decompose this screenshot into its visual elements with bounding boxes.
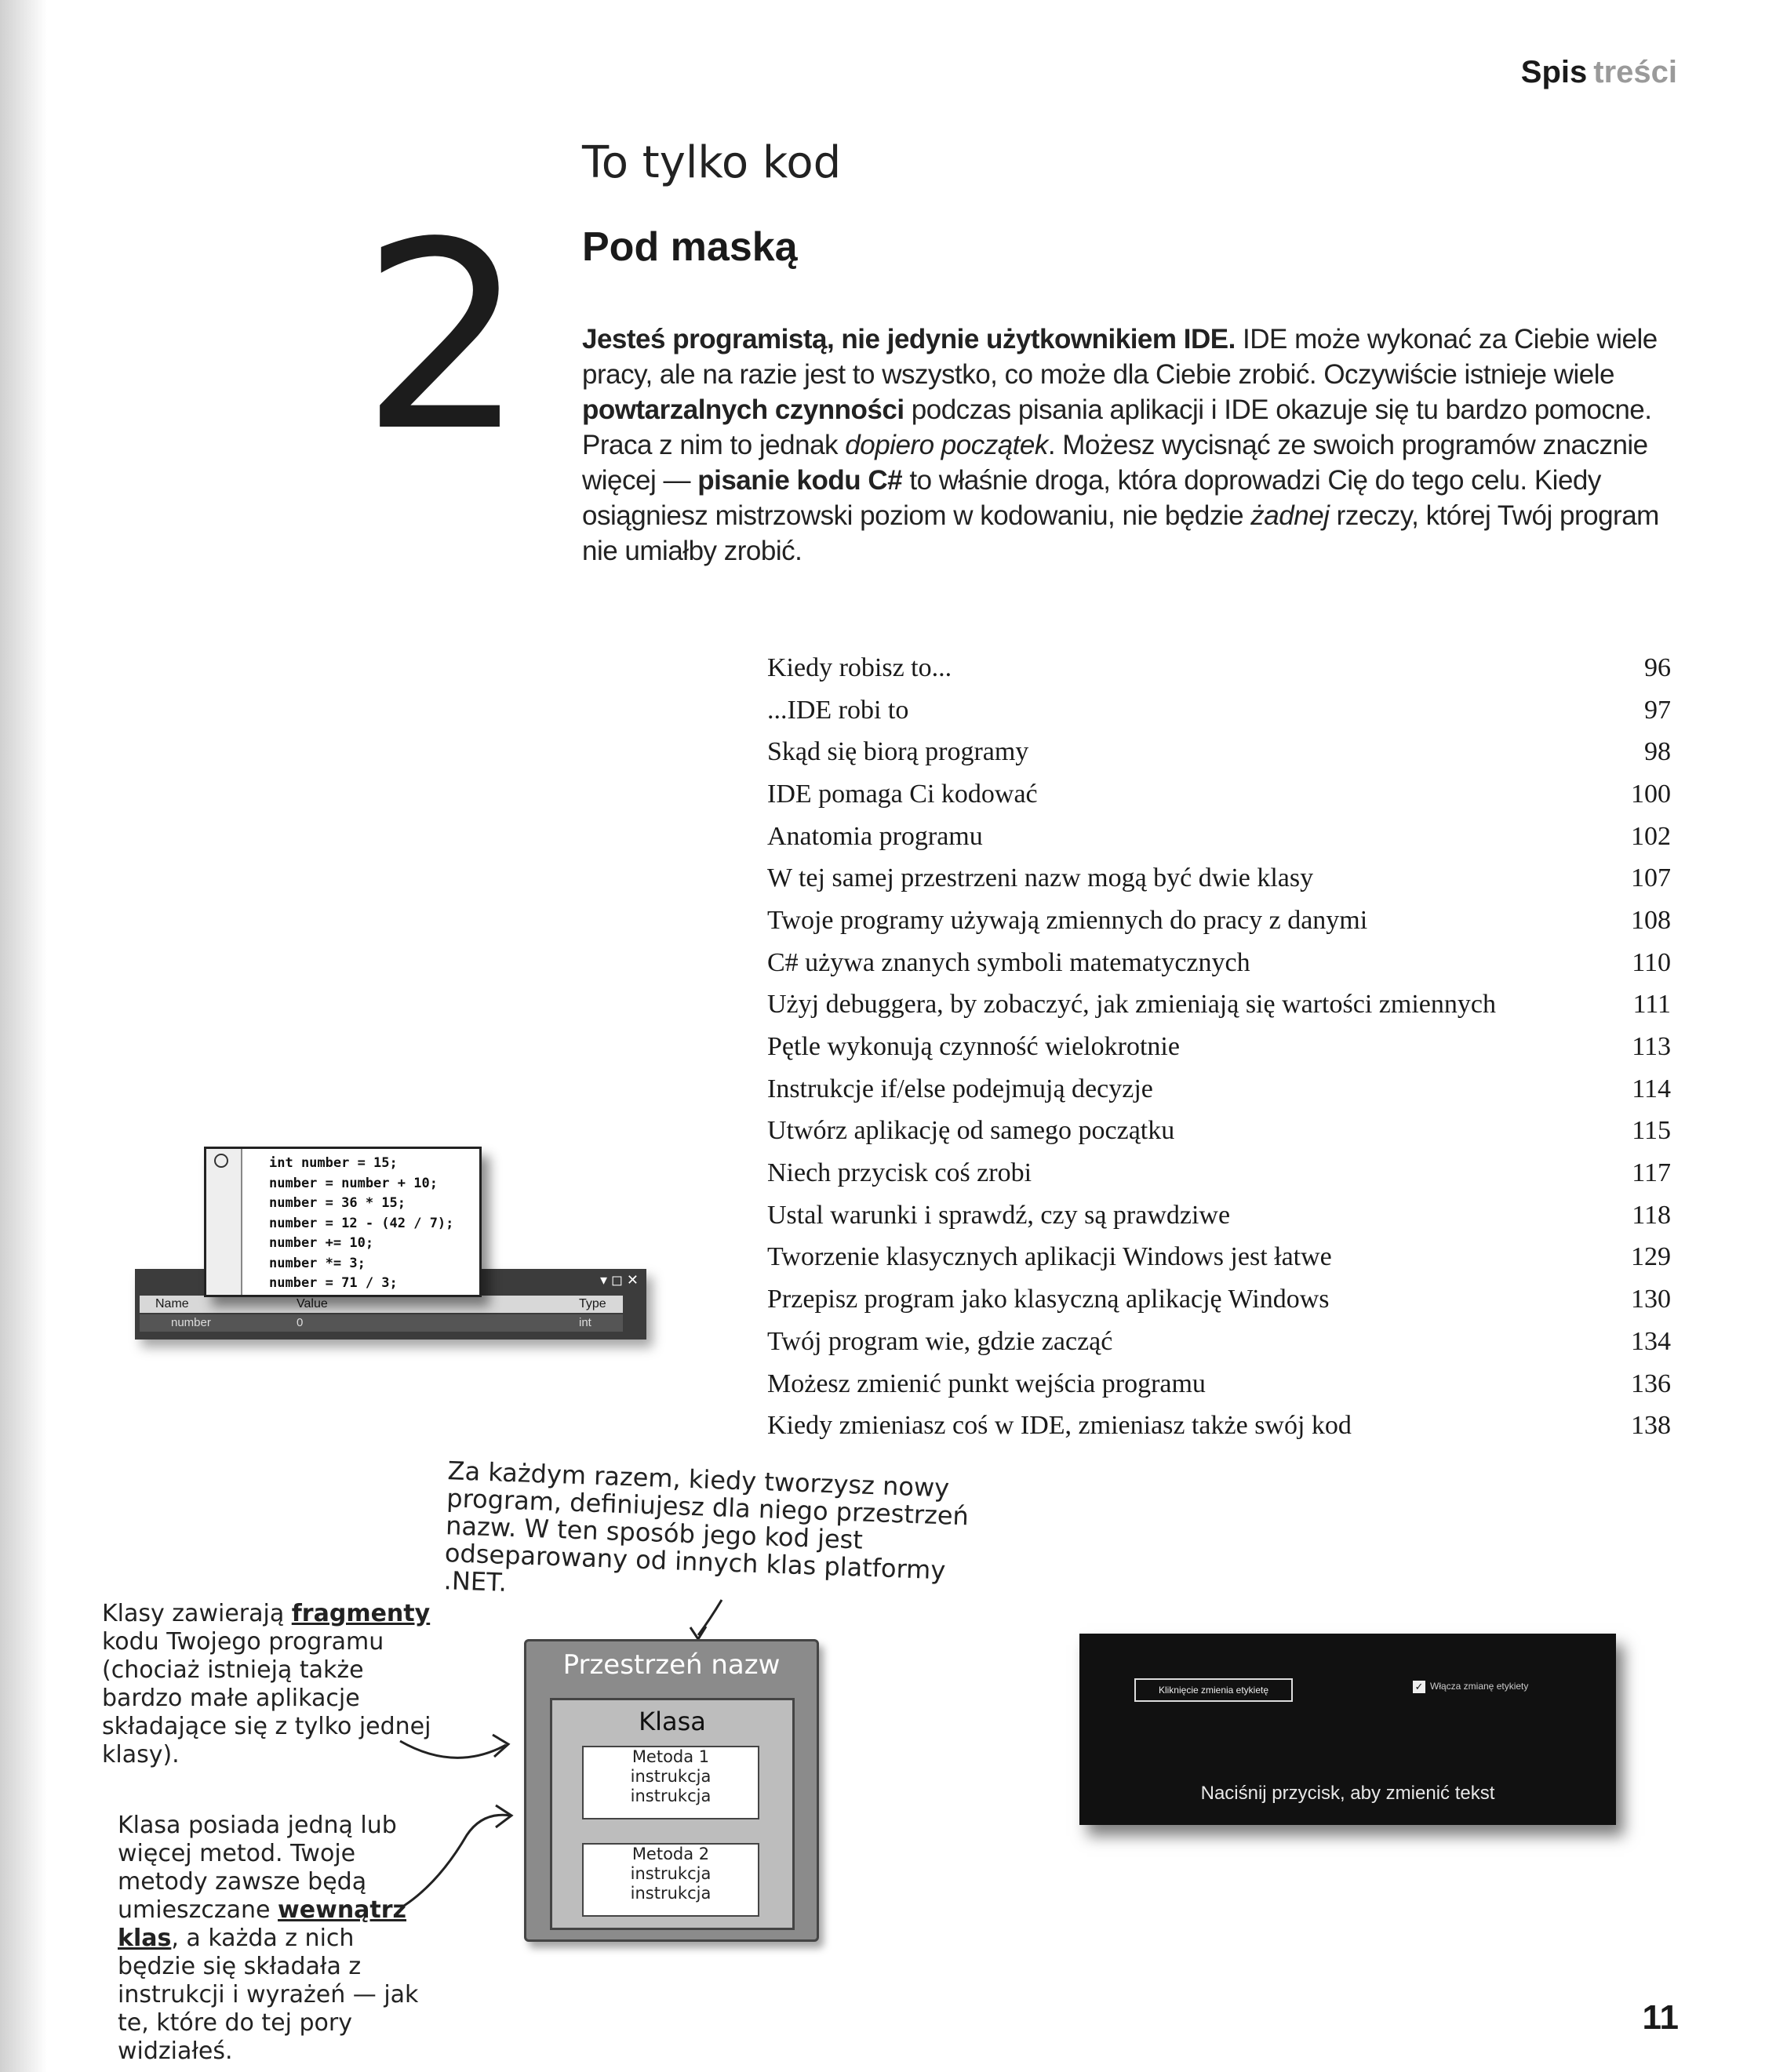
classes-note-emphasis: fragmenty <box>291 1600 431 1627</box>
checkmark-icon: ✓ <box>1413 1681 1425 1693</box>
toc-title: Utwórz aplikację od samego początku <box>767 1116 1175 1146</box>
toc-title: Twój program wie, gdzie zacząć <box>767 1326 1113 1356</box>
toc-title: Użyj debuggera, by zobaczyć, jak zmieniają się wartości zmiennych <box>767 990 1496 1020</box>
intro-bold-3: pisanie kodu C# <box>697 465 903 496</box>
class-label: Klasa <box>639 1707 706 1736</box>
methods-note-text-1: Klasa posiada jedną lub więcej metod. Twoje metody zawsze będą umieszczane <box>118 1812 397 1924</box>
methods-note-emphasis: wewnątrz klas <box>118 1896 407 1952</box>
classes-note-text-2: kodu Twojego programu (chociaż istnieją także bardzo małe aplikacje składające się z tylko jednej klasy). <box>102 1628 431 1768</box>
statement: instrukcja <box>630 1864 712 1883</box>
toc-page: 110 <box>1632 947 1671 977</box>
toc-page: 129 <box>1631 1242 1671 1272</box>
toc-title: Anatomia programu <box>767 821 983 851</box>
chapter-number: 2 <box>361 187 526 488</box>
toc-page: 130 <box>1631 1285 1671 1314</box>
toc-title: Kiedy robisz to... <box>767 652 952 682</box>
method-1-label: Metoda 1 <box>631 1747 710 1766</box>
toc-page: 97 <box>1644 695 1671 725</box>
toc-page: 108 <box>1631 905 1671 935</box>
intro-text-2: podczas pisania aplikacji i IDE okazuje się tu bardzo pomocne. Praca z nim to jednak <box>582 394 1652 460</box>
intro-bold-2: powtarzalnych czynności <box>582 394 904 425</box>
intro-text-5: rzeczy, której Twój program nie umiałby zrobić. <box>582 500 1659 566</box>
toc-title: C# używa znanych symboli matematycznych <box>767 947 1250 977</box>
statement: instrukcja <box>630 1884 712 1903</box>
toc-title: Przepisz program jako klasyczną aplikację Windows <box>767 1285 1330 1314</box>
app-window-screenshot <box>1079 1634 1616 1825</box>
method-2-label: Metoda 2 <box>631 1845 710 1863</box>
watch-window-controls[interactable]: ▾ ◻ ✕ <box>599 1272 639 1288</box>
classes-arrowhead <box>493 1735 508 1757</box>
toc-title: Możesz zmienić punkt wejścia programu <box>767 1369 1206 1398</box>
app-message-label: Naciśnij przycisk, aby zmienić tekst <box>1200 1783 1495 1804</box>
toc-title: ...IDE robi to <box>767 695 909 725</box>
namespace-arrowhead <box>690 1627 706 1639</box>
methods-note-text-2: , a każda z nich będzie się składała z instrukcji i wyrażeń — jak te, które do tej pory widziałeś. <box>118 1925 419 2065</box>
classes-arrow <box>400 1741 506 1758</box>
methods-arrow <box>404 1815 510 1906</box>
toc-title: Pętle wykonują czynność wielokrotnie <box>767 1032 1180 1062</box>
watch-col-name: Name <box>155 1297 189 1310</box>
watch-col-value: Value <box>297 1297 328 1310</box>
watch-col-type: Type <box>579 1297 606 1310</box>
namespace-note: Za każdym razem, kiedy tworzysz nowy program, definiujesz dla niego przestrzeń nazw. W ten sposób jego kod jest odseparowany od innych klas platformy .NET. <box>443 1456 970 1598</box>
header-part2: treści <box>1593 55 1677 89</box>
intro-italic-2: żadnej <box>1250 500 1330 531</box>
toc-title: Skąd się biorą programy <box>767 737 1029 767</box>
method-box-2 <box>582 1843 759 1917</box>
toc-title: Instrukcje if/else podejmują decyzje <box>767 1074 1153 1103</box>
toc-page: 117 <box>1632 1158 1671 1188</box>
chapter-title: Pod maską <box>582 224 798 270</box>
header-part1: Spis <box>1520 55 1588 89</box>
toc-page: 115 <box>1632 1116 1671 1146</box>
watch-var-value: 0 <box>297 1316 304 1329</box>
toc-page: 98 <box>1644 737 1671 767</box>
toc-page: 138 <box>1631 1411 1671 1441</box>
toc-title: Tworzenie klasycznych aplikacji Windows jest łatwe <box>767 1242 1332 1272</box>
namespace-arrow <box>698 1600 722 1635</box>
intro-bold-1: Jesteś programistą, nie jedynie użytkownikiem IDE. <box>582 324 1236 354</box>
toc-page: 118 <box>1632 1200 1671 1230</box>
toc-page: 102 <box>1631 821 1671 851</box>
watch-var-name: number <box>171 1316 211 1329</box>
toc-page: 100 <box>1631 779 1671 809</box>
toc-page: 113 <box>1632 1032 1671 1062</box>
namespace-label: Przestrzeń nazw <box>562 1649 781 1681</box>
intro-text-4: to właśnie droga, która doprowadzi Cię do tego celu. Kiedy osiągniesz mistrzowski poziom w kodowaniu, nie będzie <box>582 465 1601 531</box>
toc-title: W tej samej przestrzeni nazw mogą być dwie klasy <box>767 863 1314 893</box>
toc-title: Niech przycisk coś zrobi <box>767 1158 1032 1188</box>
toc-page: 136 <box>1631 1369 1671 1398</box>
change-label-button[interactable]: Kliknięcie zmienia etykietę <box>1134 1678 1293 1702</box>
toc-title: Twoje programy używają zmiennych do pracy z danymi <box>767 905 1368 935</box>
enable-change-checkbox[interactable] <box>1413 1681 1528 1693</box>
namespace-diagram <box>524 1639 819 1942</box>
method-box-1 <box>582 1746 759 1819</box>
intro-italic-1: dopiero początek <box>845 430 1048 460</box>
toc-page: 134 <box>1631 1326 1671 1356</box>
intro-text-1: IDE może wykonać za Ciebie wiele pracy, ale na razie jest to wszystko, co może dla Ciebie zrobić. Oczywiście istnieje wiele <box>582 324 1658 390</box>
classes-note-text-1: Klasy zawierają <box>102 1600 292 1627</box>
toc-title: Kiedy zmieniasz coś w IDE, zmieniasz także swój kod <box>767 1411 1352 1441</box>
statement: instrukcja <box>630 1787 712 1805</box>
toc-page: 107 <box>1631 863 1671 893</box>
page-number: 11 <box>1642 1998 1679 2037</box>
watch-var-type: int <box>579 1316 591 1329</box>
intro-text-3: . Możesz wycisnąć ze swoich programów znacznie więcej — <box>582 430 1648 496</box>
toc-title: Ustal warunki i sprawdź, czy są prawdziwe <box>767 1200 1231 1230</box>
toc-page: 114 <box>1632 1074 1671 1103</box>
code-lines: int number = 15; number = number + 10; number = 36 * 15; number = 12 - (42 / 7); number += 10; number *= 3; number = 71 / 3; <box>269 1155 454 1291</box>
chapter-subtitle: To tylko kod <box>582 137 842 188</box>
statement: instrukcja <box>630 1767 712 1786</box>
toc-title: IDE pomaga Ci kodować <box>767 779 1038 809</box>
toc-page: 96 <box>1644 652 1671 682</box>
toc-page: 111 <box>1632 990 1671 1020</box>
class-box <box>550 1698 795 1930</box>
checkbox-label: Włącza zmianę etykiety <box>1430 1681 1529 1692</box>
